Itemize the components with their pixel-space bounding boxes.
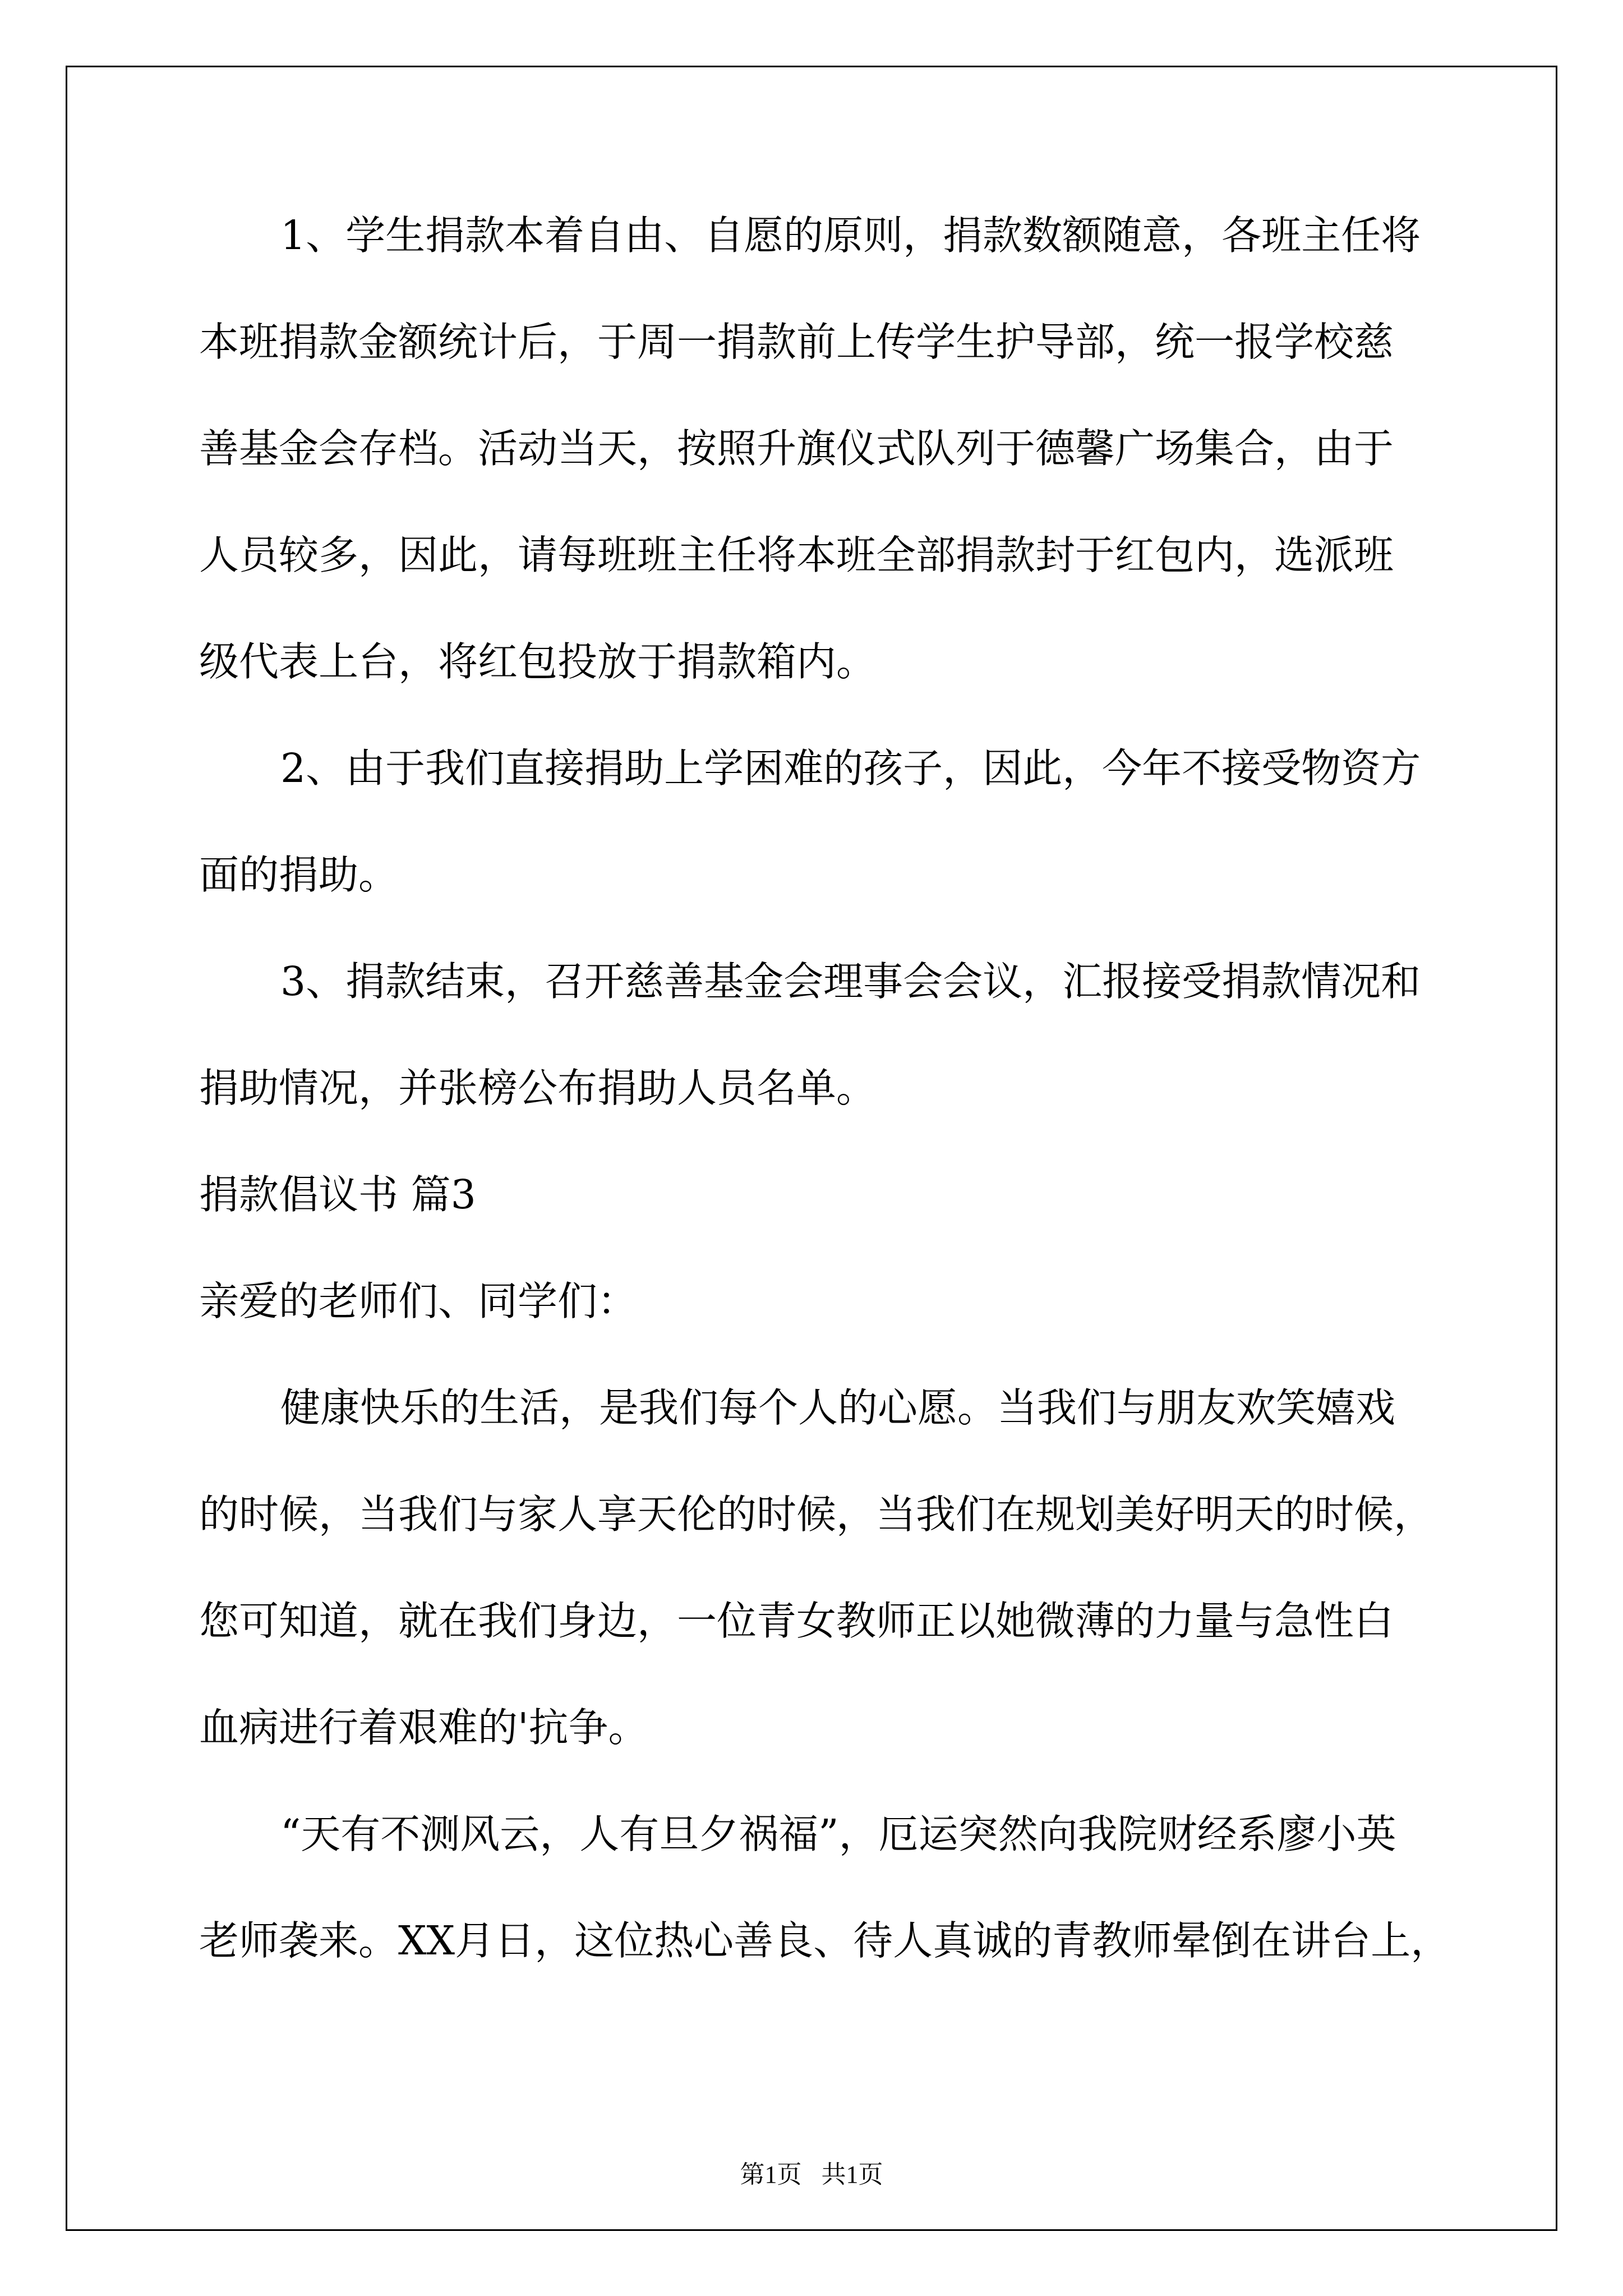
paragraph-4-line-1: 健康快乐的生活，是我们每个人的心愿。当我们与朋友欢笑嬉戏 — [280, 1384, 1396, 1431]
paragraph-2-line-2: 面的捐助。 — [199, 852, 399, 898]
paragraph-4-line-4: 血病进行着艰难的'抗争。 — [199, 1704, 648, 1751]
salutation: 亲爱的老师们、同学们： — [199, 1278, 638, 1324]
paragraph-5-line-1: “天有不测风云，人有旦夕祸福”，厄运突然向我院财经系廖小英 — [280, 1811, 1396, 1857]
page-total: 共1页 — [821, 2161, 883, 2188]
paragraph-1-line-1: 1、学生捐款本着自由、自愿的原则，捐款数额随意，各班主任将 — [280, 212, 1421, 259]
section-heading: 捐款倡议书 篇3 — [199, 1171, 476, 1218]
paragraph-3-line-2: 捐助情况，并张榜公布捐助人员名单。 — [199, 1065, 877, 1111]
paragraph-1-line-4: 人员较多，因此，请每班班主任将本班全部捐款封于红包内，选派班 — [199, 532, 1394, 578]
paragraph-1-line-3: 善基金会存档。活动当天，按照升旗仪式队列于德馨广场集合，由于 — [199, 425, 1394, 472]
paragraph-4-line-3: 您可知道，就在我们身边，一位青女教师正以她微薄的力量与急性白 — [199, 1598, 1394, 1644]
paragraph-1-line-5: 级代表上台，将红包投放于捐款箱内。 — [199, 638, 877, 685]
page-footer — [0, 2154, 1623, 2190]
paragraph-5-line-2: 老师袭来。XX月日，这位热心善良、待人真诚的青教师晕倒在讲台上， — [199, 1917, 1451, 1964]
paragraph-2-line-1: 2、由于我们直接捐助上学困难的孩子，因此，今年不接受物资方 — [280, 745, 1421, 792]
paragraph-1-line-2: 本班捐款金额统计后，于周一捐款前上传学生护导部，统一报学校慈 — [199, 319, 1394, 365]
page-number: 第1页 — [740, 2161, 802, 2188]
paragraph-4-line-2: 的时候，当我们与家人享天伦的时候，当我们在规划美好明天的时候， — [199, 1491, 1434, 1538]
page-border — [66, 66, 1557, 2231]
paragraph-3-line-1: 3、捐款结束，召开慈善基金会理事会会议，汇报接受捐款情况和 — [280, 958, 1421, 1005]
